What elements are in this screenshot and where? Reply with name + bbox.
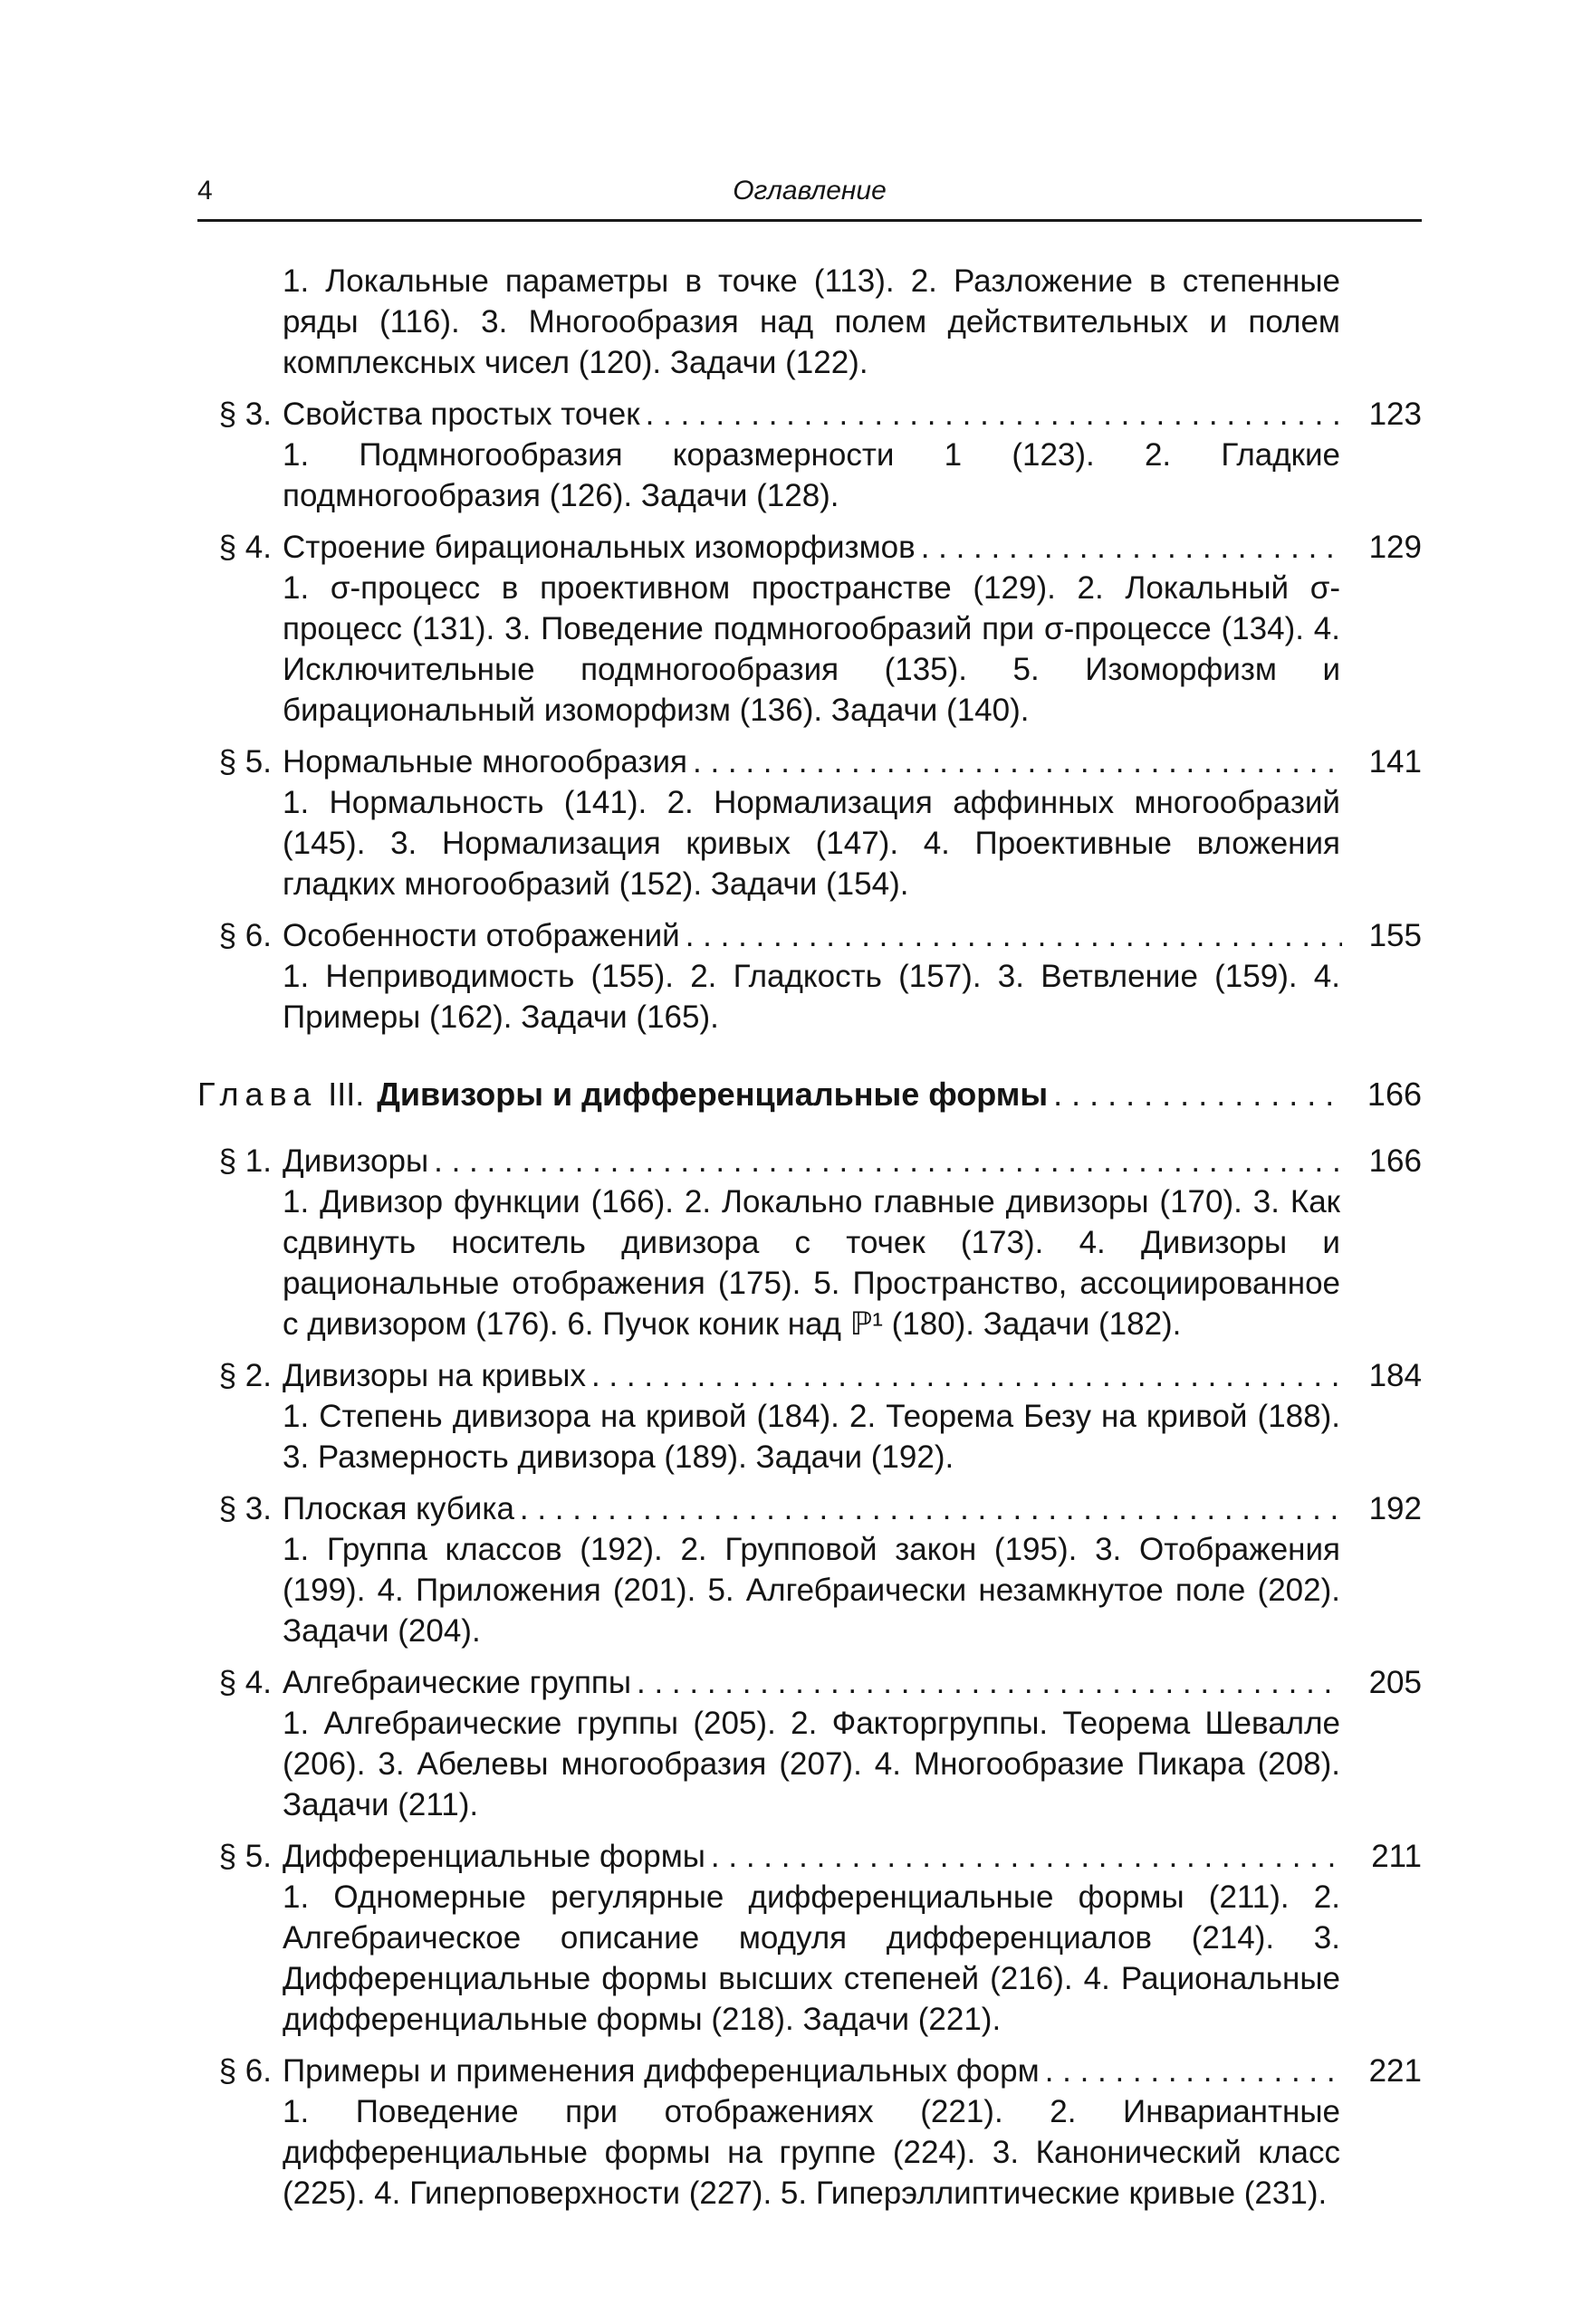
dot-leader — [1045, 2051, 1342, 2091]
section-title: Строение бирациональных изоморфизмов — [283, 530, 916, 565]
section-page: 141 — [1368, 744, 1422, 779]
dot-leader — [646, 394, 1342, 435]
dot-leader — [520, 1488, 1342, 1529]
section-title: Примеры и применения дифференциальных форм — [283, 2053, 1040, 2089]
dot-leader — [711, 1836, 1342, 1877]
section-description: 1. Нормальность (141). 2. Нормализация аффинных многообразий (145). 3. Нормализация кривых (147). 4. Проективные вложения гладких многообразий (152). Задачи (154). — [283, 785, 1340, 902]
chapter-page: 166 — [1367, 1076, 1422, 1113]
section-number: § 6. — [218, 2053, 272, 2089]
section-number: § 4. — [218, 530, 272, 565]
chapter-label: Глава — [197, 1076, 318, 1113]
dot-leader — [591, 1355, 1342, 1396]
section-description: 1. Одномерные регулярные дифференциальные формы (211). 2. Алгебраическое описание модуля дифференциалов (214). 3. Дифференциальные формы высших степеней (216). 4. Рациональные дифференциальные формы (218). Задачи (221). — [283, 1879, 1340, 2037]
section-description: 1. Дивизор функции (166). 2. Локально главные дивизоры (170). 3. Как сдвинуть носитель дивизора с точек (173). 4. Дивизоры и рациональные отображения (175). 5. Пространство, ассоциированное с дивизором (176). 6. Пучок коник над ℙ¹ (180). Задачи (182). — [283, 1184, 1340, 1342]
page-number: 4 — [197, 176, 213, 206]
section-number: § 5. — [218, 744, 272, 779]
section-page: 205 — [1368, 1665, 1422, 1700]
chapter-heading[interactable] — [197, 1074, 1422, 1115]
section-page: 166 — [1368, 1143, 1422, 1179]
chapter-title: Дивизоры и дифференциальные формы — [377, 1076, 1049, 1113]
section-page: 211 — [1371, 1839, 1422, 1874]
dot-leader — [693, 741, 1342, 782]
carryover-description: 1. Локальные параметры в точке (113). 2. Разложение в степенные ряды (116). 3. Многообразия над полем действительных и полем комплексных чисел (120). Задачи (122). — [283, 263, 1340, 380]
section-description: 1. Поведение при отображениях (221). 2. Инвариантные дифференциальные формы на группе (224). 3. Канонический класс (225). 4. Гиперповерхности (227). 5. Гиперэллиптические кривые (231). — [283, 2094, 1340, 2211]
running-header — [197, 168, 1422, 222]
section-title: Особенности отображений — [283, 918, 680, 953]
toc-entry-ch3-sec-2[interactable] — [197, 1355, 1422, 1396]
section-page: 123 — [1368, 397, 1422, 432]
section-description: 1. Степень дивизора на кривой (184). 2. Теорема Безу на кривой (188). 3. Размерность дивизора (189). Задачи (192). — [283, 1399, 1340, 1475]
section-number: § 4. — [218, 1665, 272, 1700]
toc-entry-ch3-sec-3[interactable] — [197, 1488, 1422, 1529]
dot-leader — [921, 527, 1342, 568]
section-description: 1. σ-процесс в проективном пространстве (129). 2. Локальный σ-процесс (131). 3. Поведение подмногообразий при σ-процессе (134). 4. Исключительные подмногообразия (135). 5. Изоморфизм и бирациональный изоморфизм (136). Задачи (140). — [283, 570, 1340, 728]
section-page: 192 — [1368, 1491, 1422, 1526]
section-page: 155 — [1368, 918, 1422, 953]
section-title: Дивизоры на кривых — [283, 1358, 586, 1393]
toc-entry-sec-3[interactable] — [197, 394, 1422, 435]
toc-entry-sec-6[interactable] — [197, 915, 1422, 956]
toc-entry-ch3-sec-1[interactable] — [197, 1141, 1422, 1181]
section-description: 1. Алгебраические группы (205). 2. Факторгруппы. Теорема Шевалле (206). 3. Абелевы многообразия (207). 4. Многообразие Пикара (208). Задачи (211). — [283, 1706, 1340, 1822]
section-description: 1. Подмногообразия коразмерности 1 (123). 2. Гладкие подмногообразия (126). Задачи (128). — [283, 437, 1340, 513]
section-title: Свойства простых точек — [283, 397, 640, 432]
dot-leader — [686, 915, 1342, 956]
section-number: § 5. — [218, 1839, 272, 1874]
toc-entry-ch3-sec-4[interactable] — [197, 1662, 1422, 1703]
section-title: Алгебраические группы — [283, 1665, 632, 1700]
dot-leader — [1053, 1074, 1342, 1115]
toc-entry-sec-4[interactable] — [197, 527, 1422, 568]
toc-entry-ch3-sec-6[interactable] — [197, 2051, 1422, 2091]
section-title: Плоская кубика — [283, 1491, 514, 1526]
table-of-contents — [197, 261, 1422, 2224]
section-title: Дифференциальные формы — [283, 1839, 705, 1874]
toc-entry-ch3-sec-5[interactable] — [197, 1836, 1422, 1877]
section-page: 184 — [1368, 1358, 1422, 1393]
section-description: 1. Группа классов (192). 2. Групповой закон (195). 3. Отображения (199). 4. Приложения (201). 5. Алгебраически незамкнутое поле (202). Задачи (204). — [283, 1532, 1340, 1649]
section-title: Нормальные многообразия — [283, 744, 687, 779]
section-description: 1. Неприводимость (155). 2. Гладкость (157). 3. Ветвление (159). 4. Примеры (162). Задачи (165). — [283, 959, 1340, 1035]
section-page: 129 — [1368, 530, 1422, 565]
dot-leader — [637, 1662, 1342, 1703]
section-page: 221 — [1368, 2053, 1422, 2089]
running-title: Оглавление — [733, 176, 887, 206]
section-number: § 3. — [218, 397, 272, 432]
section-title: Дивизоры — [283, 1143, 429, 1179]
chapter-number: III. — [328, 1076, 365, 1113]
section-number: § 6. — [218, 918, 272, 953]
toc-entry-sec-5[interactable] — [197, 741, 1422, 782]
dot-leader — [434, 1141, 1342, 1181]
section-number: § 3. — [218, 1491, 272, 1526]
section-number: § 2. — [218, 1358, 272, 1393]
section-number: § 1. — [218, 1143, 272, 1179]
